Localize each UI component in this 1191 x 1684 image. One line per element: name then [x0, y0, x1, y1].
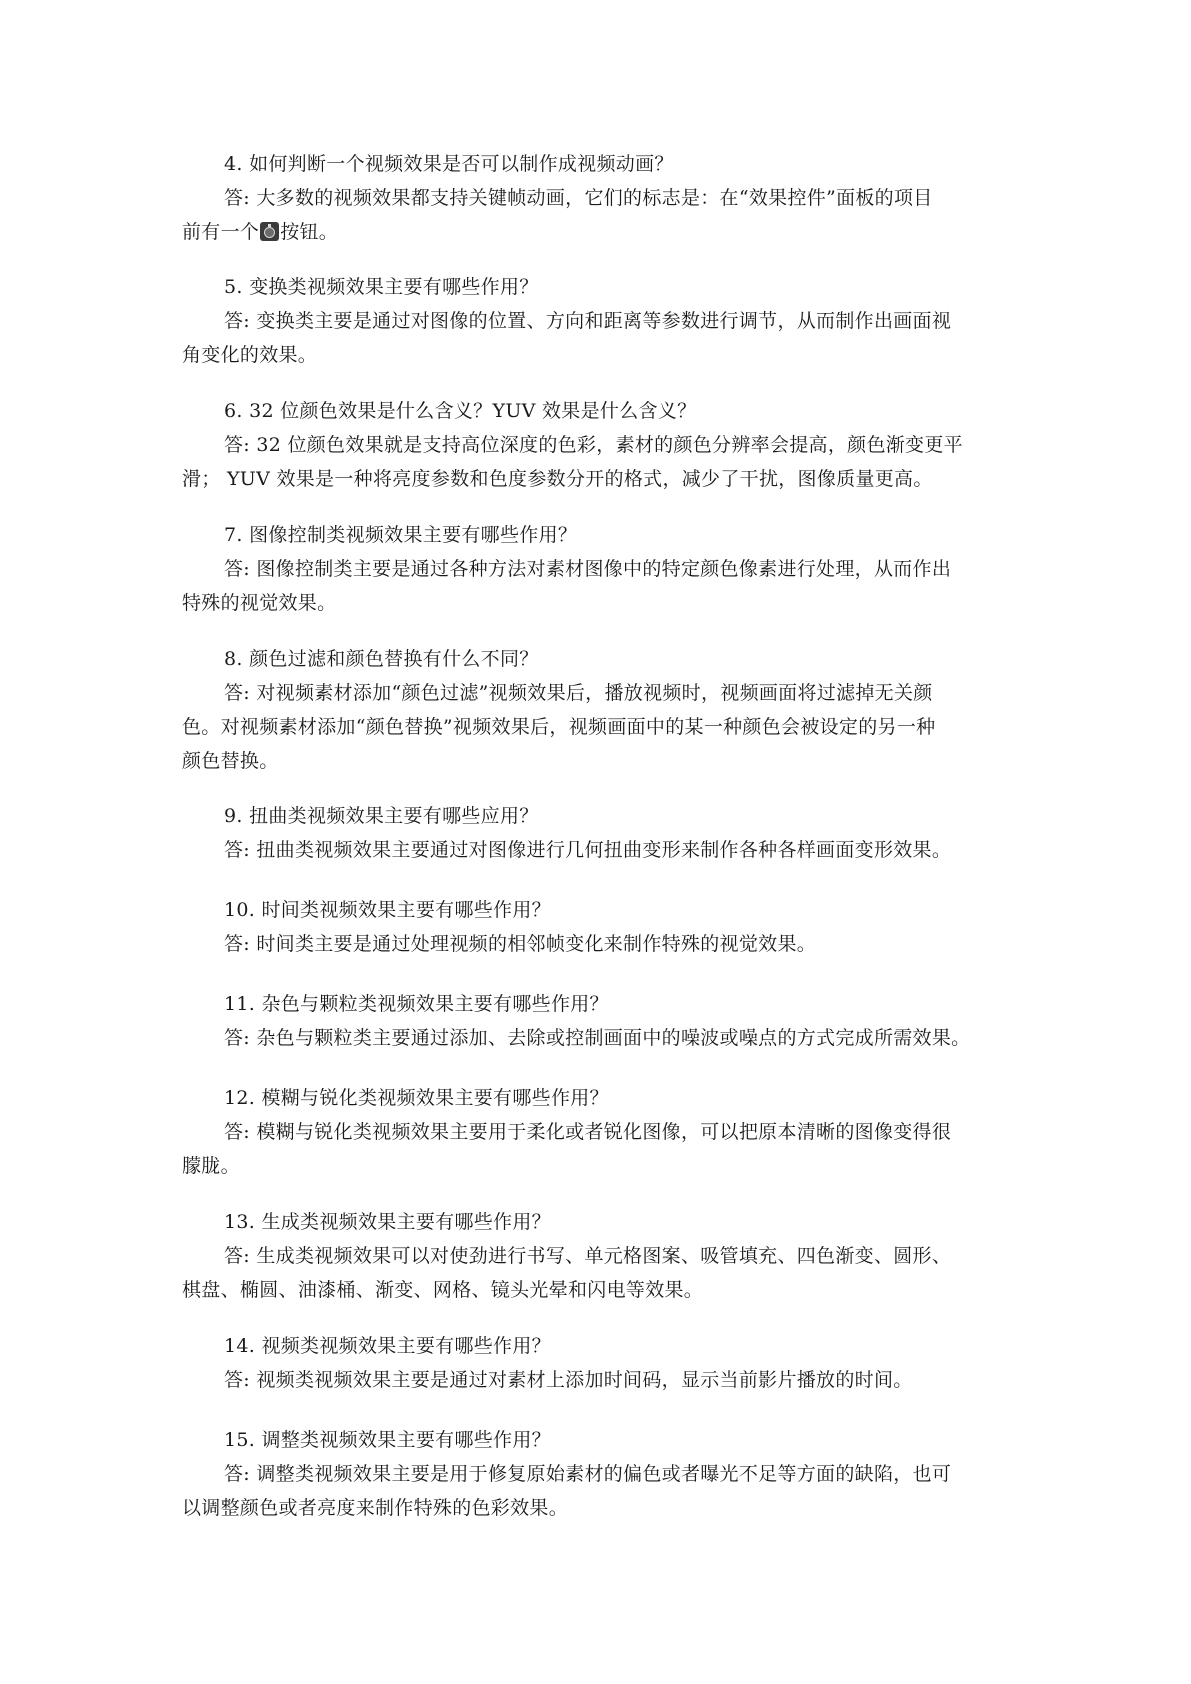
answer-7-line-2: 特殊的视觉效果。	[182, 592, 337, 614]
question-5: 5. 变换类视频效果主要有哪些作用？	[224, 276, 539, 298]
answer-12-line-2: 朦胧。	[182, 1155, 240, 1177]
qa-item-15	[182, 1423, 1022, 1525]
answer-8-line-1: 答: 对视频素材添加“颜色过滤”视频效果后，播放视频时，视频画面将过滤掉无关颜	[224, 682, 933, 704]
answer-6-line-2: 滑； YUV 效果是一种将亮度参数和色度参数分开的格式，减少了干扰，图像质量更高。	[182, 468, 933, 490]
stopwatch-icon	[260, 222, 279, 241]
answer-10-line-1: 答: 时间类主要是通过处理视频的相邻帧变化来制作特殊的视觉效果。	[224, 933, 817, 955]
answer-11-line-1: 答: 杂色与颗粒类主要通过添加、去除或控制画面中的噪波或噪点的方式完成所需效果。	[224, 1027, 971, 1049]
qa-item-12	[182, 1081, 1022, 1183]
question-10: 10. 时间类视频效果主要有哪些作用？	[224, 899, 551, 921]
answer-13-line-1: 答: 生成类视频效果可以对使劲进行书写、单元格图案、吸管填充、四色渐变、圆形、	[224, 1245, 952, 1267]
qa-item-6	[182, 394, 1022, 496]
answer-9-line-1: 答: 扭曲类视频效果主要通过对图像进行几何扭曲变形来制作各种各样画面变形效果。	[224, 839, 952, 861]
qa-item-10	[182, 893, 1022, 961]
question-15: 15. 调整类视频效果主要有哪些作用？	[224, 1429, 551, 1451]
question-12: 12. 模糊与锐化类视频效果主要有哪些作用？	[224, 1087, 609, 1109]
qa-item-13	[182, 1205, 1022, 1307]
answer-4-line-2	[182, 215, 1022, 249]
answer-13-line-2: 棋盘、椭圆、油漆桶、渐变、网格、镜头光晕和闪电等效果。	[182, 1279, 704, 1301]
answer-5-line-2: 角变化的效果。	[182, 344, 318, 366]
question-11: 11. 杂色与颗粒类视频效果主要有哪些作用？	[224, 993, 609, 1015]
qa-item-9	[182, 799, 1022, 867]
answer-8-line-2: 色。对视频素材添加“颜色替换”视频效果后，视频画面中的某一种颜色会被设定的另一种	[182, 716, 936, 738]
answer-7-line-1: 答: 图像控制类主要是通过各种方法对素材图像中的特定颜色像素进行处理，从而作出	[224, 558, 952, 580]
answer-5-line-1: 答: 变换类主要是通过对图像的位置、方向和距离等参数进行调节，从而制作出画面视	[224, 310, 952, 332]
question-8: 8. 颜色过滤和颜色替换有什么不同？	[224, 648, 539, 670]
question-6: 6. 32 位颜色效果是什么含义？YUV 效果是什么含义？	[224, 400, 697, 422]
qa-item-14	[182, 1329, 1022, 1397]
answer-8-line-3: 颜色替换。	[182, 750, 279, 772]
answer-14-line-1: 答: 视频类视频效果主要是通过对素材上添加时间码，显示当前影片播放的时间。	[224, 1369, 913, 1391]
qa-item-8	[182, 642, 1022, 778]
question-4: 4. 如何判断一个视频效果是否可以制作成视频动画？	[224, 153, 674, 175]
question-13: 13. 生成类视频效果主要有哪些作用？	[224, 1211, 551, 1233]
answer-4-line-1: 答: 大多数的视频效果都支持关键帧动画，它们的标志是：在“效果控件”面板的项目	[224, 187, 933, 209]
qa-item-11	[182, 987, 1022, 1055]
qa-item-5	[182, 270, 1022, 372]
question-7: 7. 图像控制类视频效果主要有哪些作用？	[224, 524, 578, 546]
question-9: 9. 扭曲类视频效果主要有哪些应用？	[224, 805, 539, 827]
answer-4-line-2-after: 按钮。	[280, 221, 339, 243]
question-14: 14. 视频类视频效果主要有哪些作用？	[224, 1335, 551, 1357]
qa-item-4	[182, 147, 1022, 249]
answer-4-line-2-before: 前有一个	[182, 221, 260, 243]
qa-item-7	[182, 518, 1022, 620]
answer-15-line-2: 以调整颜色或者亮度来制作特殊的色彩效果。	[182, 1497, 569, 1519]
answer-15-line-1: 答: 调整类视频效果主要是用于修复原始素材的偏色或者曝光不足等方面的缺陷，也可	[224, 1463, 952, 1485]
answer-6-line-1: 答: 32 位颜色效果就是支持高位深度的色彩，素材的颜色分辨率会提高，颜色渐变更平	[224, 434, 963, 456]
answer-12-line-1: 答: 模糊与锐化类视频效果主要用于柔化或者锐化图像，可以把原本清晰的图像变得很	[224, 1121, 952, 1143]
